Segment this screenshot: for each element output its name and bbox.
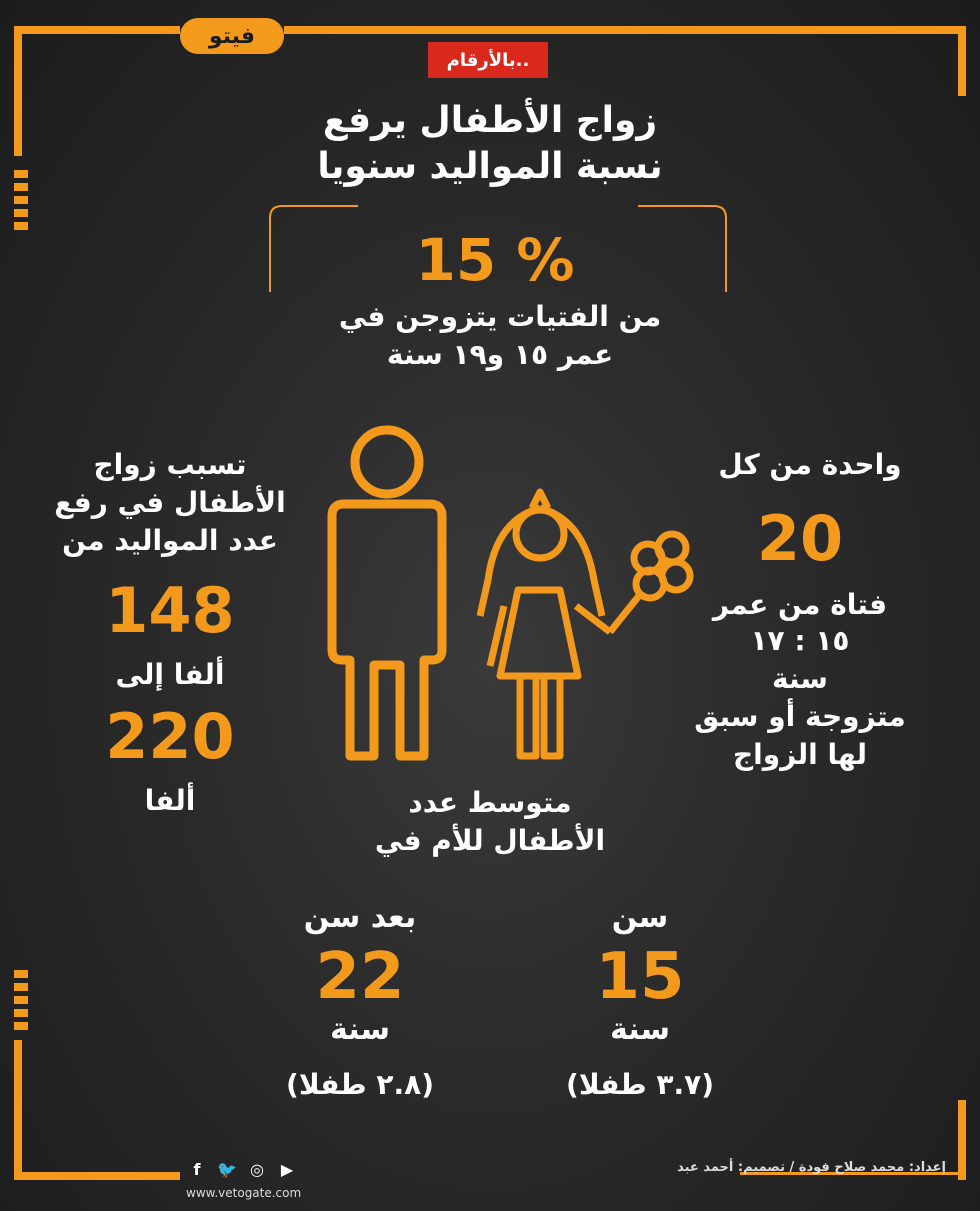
website-url[interactable]: www.vetogate.com <box>186 1186 302 1200</box>
frame-right-bottom-vline <box>958 1100 966 1180</box>
frame-left-bottom-vline <box>14 1040 22 1180</box>
left-from-value: 148 <box>105 574 235 647</box>
right-line2: ١٥ : ١٧ <box>750 624 850 657</box>
title-line1: زواج الأطفال يرفع <box>322 100 658 141</box>
bottom-left-unit: سنة <box>330 1012 390 1047</box>
top-stat-value: 15 % <box>415 226 575 294</box>
frame-left-dashes-top <box>14 170 28 235</box>
frame-left-dashes-bottom <box>14 970 28 1035</box>
left-intro-line1: تسبب زواج <box>93 448 247 481</box>
bottom-left-label: بعد سن <box>303 900 417 935</box>
top-stat-line1: من الفتيات يتزوجن في <box>338 300 662 333</box>
left-to-value: 220 <box>105 700 235 773</box>
left-unit: ألفا <box>144 784 196 817</box>
top-stat-line2: عمر ١٥ و١٩ سنة <box>386 338 614 371</box>
frame-right-vline <box>958 26 966 96</box>
bottom-left-value: 22 <box>315 940 405 1014</box>
right-line4: متزوجة أو سبق <box>694 700 906 733</box>
groom-icon <box>332 430 442 756</box>
left-intro-line2: الأطفال في رفع <box>54 486 286 519</box>
twitter-icon[interactable]: 🐦 <box>217 1159 237 1179</box>
credits: إعداد: محمد صلاح فودة / تصميم: أحمد عبد <box>677 1160 946 1175</box>
bottom-left-children: (٢.٨ طفلا) <box>286 1068 434 1101</box>
bottom-right-value: 15 <box>595 940 685 1014</box>
right-line3: سنة <box>772 662 828 695</box>
bride-icon <box>480 492 690 756</box>
couple-illustration <box>310 420 720 770</box>
instagram-icon[interactable]: ◎ <box>250 1159 264 1179</box>
youtube-icon[interactable]: ▶ <box>280 1159 294 1179</box>
frame-bottom-left-line <box>14 1172 180 1180</box>
left-intro-line3: عدد المواليد من <box>62 524 278 557</box>
brand-logo: فيتو <box>180 18 284 54</box>
right-intro: واحدة من كل <box>718 448 902 481</box>
bottom-heading-line1: متوسط عدد <box>408 786 572 819</box>
bottom-heading-line2: الأطفال للأم في <box>374 824 606 857</box>
bottom-right-label: سن <box>611 900 669 935</box>
bottom-right-unit: سنة <box>610 1012 670 1047</box>
social-icons <box>186 1158 298 1180</box>
frame-top-left-line <box>14 26 180 34</box>
frame-left-top-vline <box>14 26 22 156</box>
title-line2: نسبة المواليد سنويا <box>317 146 663 187</box>
right-line1: فتاة من عمر <box>712 588 888 621</box>
section-tag: بالأرقام.. <box>428 42 548 78</box>
bottom-right-children: (٣.٧ طفلا) <box>566 1068 714 1101</box>
frame-top-right-line <box>284 26 966 34</box>
left-connector: ألفا إلى <box>115 658 225 691</box>
right-value: 20 <box>756 502 844 575</box>
right-line5: لها الزواج <box>733 738 867 771</box>
facebook-icon[interactable]: f <box>193 1159 201 1179</box>
